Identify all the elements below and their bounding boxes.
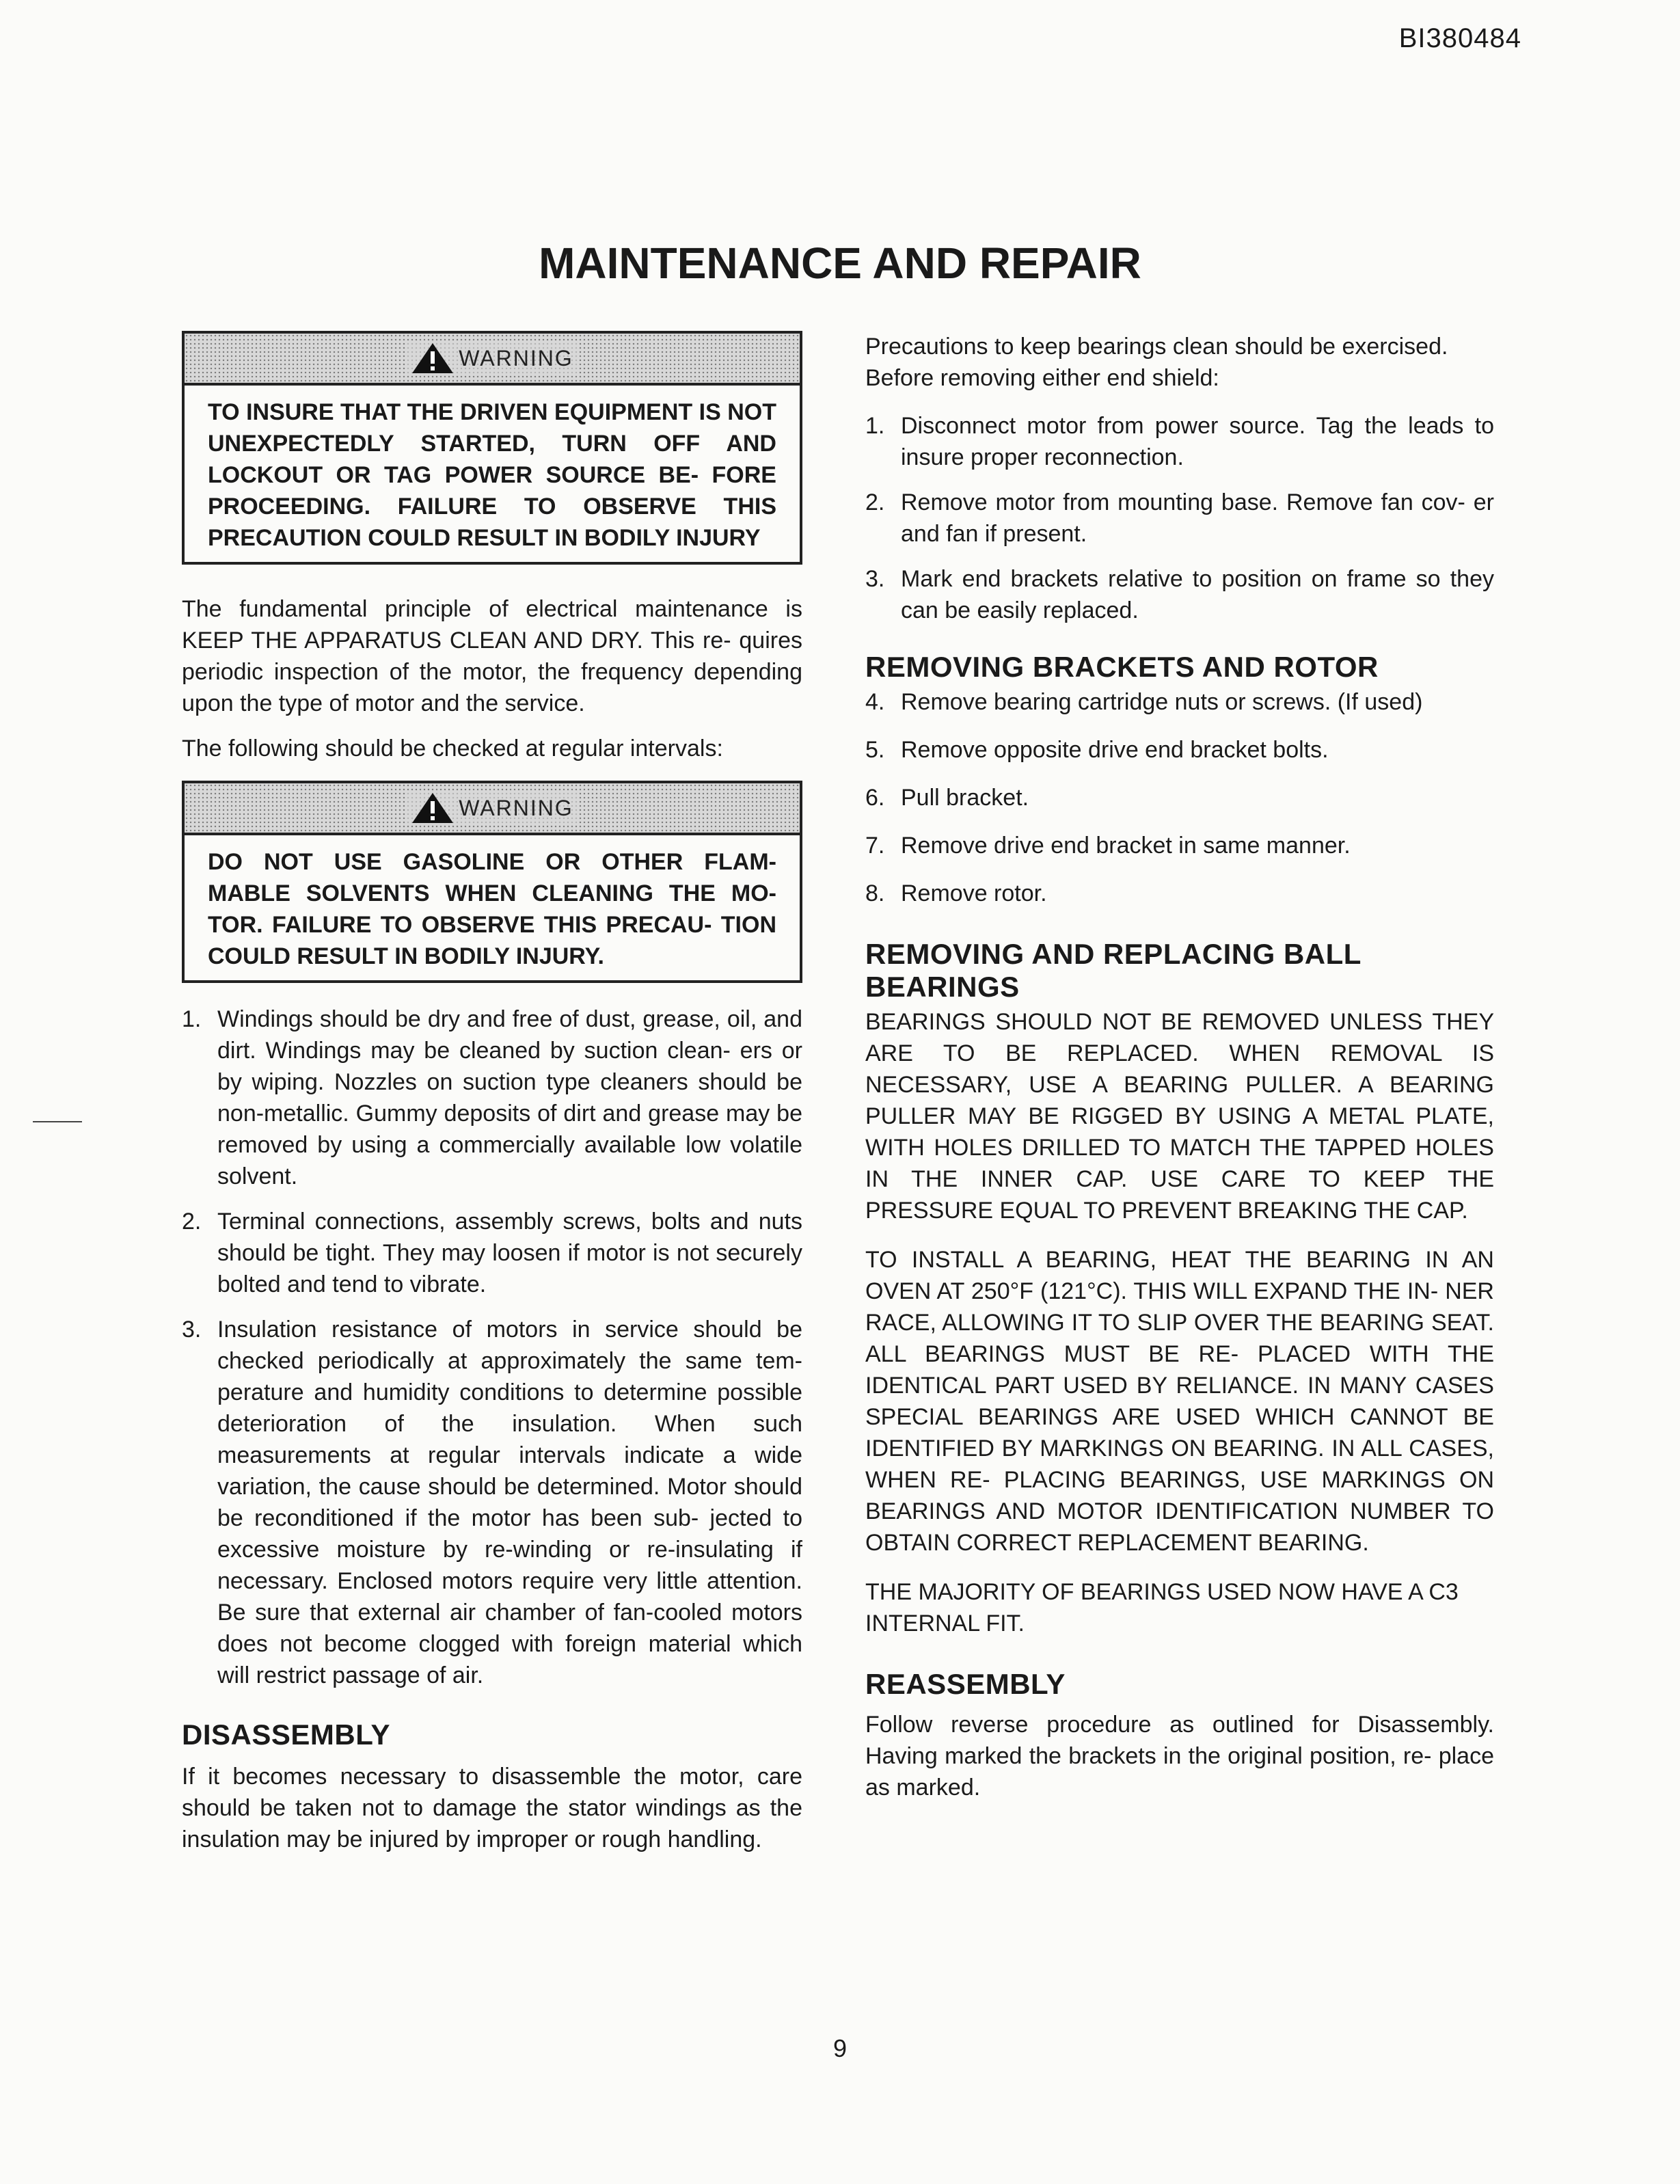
warning-box-lockout	[182, 331, 802, 565]
preparation-steps	[865, 410, 1494, 626]
left-column	[182, 331, 802, 1855]
warning-triangle-icon	[411, 792, 455, 824]
right-column	[865, 331, 1494, 1803]
bearing-removal-paragraph: BEARINGS SHOULD NOT BE REMOVED UNLESS THEY ARE TO BE REPLACED. WHEN REMOVAL IS NECESSARY, USE A BEARING PULLER. A BEARING PULLER MAY BE RIGGED BY USING A METAL PLATE, WITH HOLES DRILLED TO MATCH THE TAPPED HOLES IN THE INNER CAP. USE CARE TO KEEP THE PRESSURE EQUAL TO PREVENT BREAKING THE CAP.	[865, 1009, 1494, 1224]
list-number: 2.	[182, 1209, 202, 1235]
disassembly-paragraph: If it becomes necessary to disassemble the motor, care should be taken not to damage the stator windings as the insulation may be injured by improper or rough handling.	[182, 1764, 802, 1852]
warning-triangle-icon	[411, 342, 455, 375]
list-item	[865, 734, 1494, 766]
list-item	[865, 563, 1494, 626]
list-item	[865, 487, 1494, 550]
document-id: BI380484	[1398, 23, 1521, 53]
warning-header	[185, 334, 800, 386]
bearing-install-paragraph: TO INSTALL A BEARING, HEAT THE BEARING IN AN OVEN AT 250°F (121°C). THIS WILL EXPAND THE IN- NER RACE, ALLOWING IT TO SLIP OVER THE BEARING SEAT. ALL BEARINGS MUST BE RE- PLACED WITH THE IDENTICAL PART USED BY RELIANCE. IN MANY CASES SPECIAL BEARINGS ARE USED WHICH CANNOT BE IDENTIFIED BY MARKINGS ON BEARING. IN ALL CASES, WHEN RE- PLACING BEARINGS, USE MARKINGS ON BEARINGS AND MOTOR IDENTIFICATION NUMBER TO OBTAIN CORRECT REPLACEMENT BEARING.	[865, 1247, 1494, 1556]
list-item	[865, 686, 1494, 718]
bearing-fit-paragraph: THE MAJORITY OF BEARINGS USED NOW HAVE A C3 INTERNAL FIT.	[865, 1579, 1459, 1636]
list-item	[865, 410, 1494, 473]
warning-text: DO NOT USE GASOLINE OR OTHER FLAM- MABLE SOLVENTS WHEN CLEANING THE MO- TOR. FAILURE TO OBSERVE THIS PRECAU- TION COULD RESULT IN BODILY INJURY.	[208, 849, 776, 969]
list-text: Remove motor from mounting base. Remove fan cov- er and fan if present.	[901, 489, 1494, 547]
list-item	[182, 1003, 802, 1192]
intervals-paragraph: The following should be checked at regular intervals:	[182, 736, 723, 761]
bearing-precautions-paragraph: Precautions to keep bearings clean should be exercised. Before removing either end shield:	[865, 334, 1448, 391]
list-text: Disconnect motor from power source. Tag the leads to insure proper reconnection.	[901, 413, 1494, 470]
list-item	[182, 1206, 802, 1300]
bracket-steps	[865, 686, 1494, 909]
list-text: Remove opposite drive end bracket bolts.	[901, 737, 1329, 763]
list-item	[865, 782, 1494, 813]
inspection-list	[182, 1003, 802, 1691]
page-number: 9	[832, 2034, 848, 2062]
list-text: Windings should be dry and free of dust, grease, oil, and dirt. Windings may be cleaned by suction clean- ers or by wiping. Nozzles on suction type cleaners should be non-metallic. Gummy deposits of dirt and grease may be removed by using a commercially available low volatile solvent.	[217, 1006, 802, 1189]
reassembly-paragraph: Follow reverse procedure as outlined for Disassembly. Having marked the brackets in the original position, re- place as marked.	[865, 1712, 1494, 1801]
section-heading-reassembly: REASSEMBLY	[865, 1668, 1066, 1700]
list-text: Remove rotor.	[901, 880, 1047, 906]
margin-mark	[33, 1121, 82, 1122]
list-number: 2.	[865, 489, 885, 515]
list-item	[865, 878, 1494, 909]
list-item	[865, 830, 1494, 861]
warning-text: TO INSURE THAT THE DRIVEN EQUIPMENT IS NOT UNEXPECTEDLY STARTED, TURN OFF AND LOCKOUT OR TAG POWER SOURCE BE- FORE PROCEEDING. FAILURE TO OBSERVE THIS PRECAUTION COULD RESULT IN BODILY INJURY	[208, 399, 776, 551]
intro-paragraph: The fundamental principle of electrical maintenance is KEEP THE APPARATUS CLEAN AND DRY. This re- quires periodic inspection of the motor, the frequency depending upon the type of motor and the service.	[182, 596, 802, 716]
list-text: Pull bracket.	[901, 785, 1029, 811]
list-text: Insulation resistance of motors in service should be checked periodically at approximately the same tem- perature and humidity conditions to determine possible deterioration of the insulation. When such measurements at regular intervals indicate a wide variation, the cause should be determined. Motor should be reconditioned if the motor has been sub- jected to excessive moisture by re-winding or re-insulating if necessary. Enclosed motors require very little attention. Be sure that external air chamber of fan-cooled motors does not become clogged with foreign material which will restrict passage of air.	[217, 1317, 802, 1688]
list-text: Remove drive end bracket in same manner.	[901, 833, 1351, 859]
warning-label: WARNING	[459, 346, 573, 370]
list-number: 1.	[182, 1006, 202, 1032]
section-heading-disassembly: DISASSEMBLY	[182, 1718, 391, 1751]
warning-box-solvents	[182, 781, 802, 983]
list-number: 6.	[865, 785, 885, 811]
list-number: 1.	[865, 413, 885, 439]
list-text: Remove bearing cartridge nuts or screws. (If used)	[901, 689, 1423, 715]
page-title: MAINTENANCE AND REPAIR	[539, 239, 1141, 288]
list-number: 7.	[865, 833, 885, 859]
list-item	[182, 1314, 802, 1691]
warning-header	[185, 783, 800, 835]
list-number: 3.	[182, 1317, 202, 1343]
section-heading-brackets: REMOVING BRACKETS AND ROTOR	[865, 651, 1379, 683]
list-number: 3.	[865, 566, 885, 592]
warning-label: WARNING	[459, 796, 573, 820]
list-text: Mark end brackets relative to position on frame so they can be easily replaced.	[901, 566, 1494, 623]
section-heading-bearings: REMOVING AND REPLACING BALL BEARINGS	[865, 938, 1361, 1003]
list-text: Terminal connections, assembly screws, bolts and nuts should be tight. They may loosen if motor is not securely bolted and tend to vibrate.	[217, 1209, 802, 1297]
list-number: 4.	[865, 689, 885, 715]
list-number: 5.	[865, 737, 885, 763]
list-number: 8.	[865, 880, 885, 906]
